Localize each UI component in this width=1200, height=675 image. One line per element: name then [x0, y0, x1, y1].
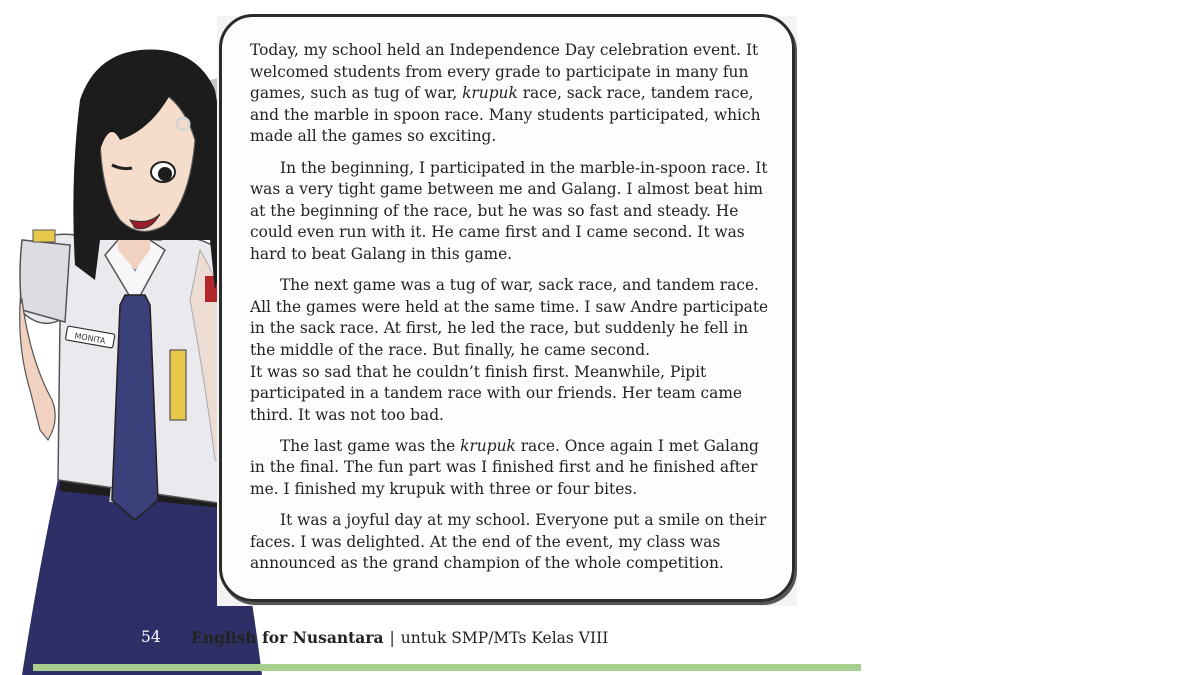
- sleeve-left: [20, 240, 70, 322]
- story-text: [250, 40, 770, 585]
- book-title: English for Nusantara: [191, 628, 384, 647]
- paragraph-2: In the beginning, I participated in the marble-in-spoon race. It was a very tight game between me and Galang. I almost beat him at the beginning of the race, but he was so fast and steady. He could even run with it. He came first and I came second. It was hard to beat Galang in this game.: [250, 158, 768, 263]
- footer-green-bar: [33, 664, 861, 671]
- pocket-badge: [170, 350, 186, 420]
- book-subtitle: untuk SMP/MTs Kelas VIII: [400, 629, 609, 647]
- page-footer: [0, 626, 900, 650]
- book-title-line: [191, 628, 608, 647]
- page-number: 54: [141, 628, 161, 646]
- eye-pupil: [158, 167, 172, 181]
- shoulder-badge: [33, 230, 55, 242]
- tie: [112, 295, 158, 520]
- name-tag-text: MONITA: [73, 331, 107, 346]
- paragraph-1: Today, my school held an Independence Day celebration event. It welcomed students from every grade to participate in many fun games, such as tug of war, krupuk race, sack race, tandem race, and the marble in spoon race. Many students participated, which made all the games so exciting.: [250, 41, 761, 146]
- title-separator: |: [389, 629, 395, 647]
- paragraph-3: The next game was a tug of war, sack race, and tandem race. All the games were held at the same time. I saw Andre participate in the sack race. At first, he led the race, but suddenly he fell in the middle of the race. But finally, he came second. It was so sad that he couldn’t finish first. Meanwhile, Pipit participated in a tandem race with our friends. Her team came third. It was not too bad.: [250, 276, 769, 424]
- paragraph-4: The last game was the krupuk race. Once again I met Galang in the final. The fun part was I finished first and he finished after me. I finished my krupuk with three or four bites.: [250, 436, 759, 499]
- paragraph-5: It was a joyful day at my school. Everyone put a smile on their faces. I was delighted. At the end of the event, my class was announced as the grand champion of the whole competition.: [250, 511, 767, 573]
